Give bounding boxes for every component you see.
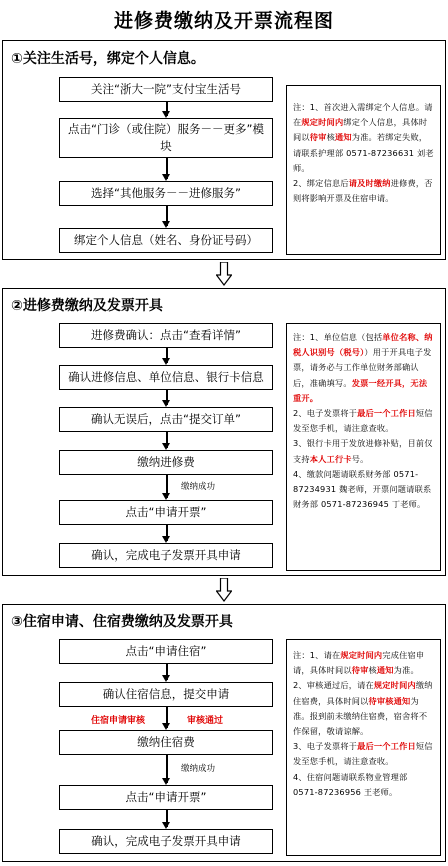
section-heading: ①关注生活号，绑定个人信息。 — [11, 51, 205, 67]
note-text: 核 — [326, 132, 335, 143]
paid-label: 缴纳成功 — [181, 764, 216, 774]
note-text: 为准。报到前未缴纳住宿费，宿舍将不作保留，敬请谅解。 — [293, 695, 428, 737]
flow-arrow — [166, 755, 168, 783]
review-label: 住宿申请审核 — [91, 716, 146, 726]
note-text: 注：1、首次进入需绑定个人信息。请在 — [293, 102, 433, 128]
section-accommodation — [2, 604, 446, 862]
page-title: 进修费缴纳及开票流程图 — [113, 10, 334, 32]
note-highlight: 待审 — [351, 665, 369, 676]
flow-arrow — [166, 206, 168, 226]
note-text: 2、审核通过后，请在 — [293, 680, 374, 691]
note-text: 缴纳住宿费，具体时间以 — [293, 680, 433, 706]
note-highlight: 待审核通知 — [368, 695, 411, 706]
step-confirm-info: 确认进修信息、单位信息、银行卡信息 — [59, 365, 273, 390]
step-apply-accommodation: 点击“申请住宿” — [59, 639, 273, 664]
section-transition-arrow — [216, 578, 232, 602]
step-bind-info: 绑定个人信息（姓名、身份证号码） — [59, 228, 273, 253]
note-text: 为准。 — [393, 665, 419, 676]
note-text: 2、绑定信息后 — [293, 178, 349, 189]
step-select-service: 选择“其他服务－－进修服务” — [59, 181, 273, 206]
note-text: 注：1、单位信息（包括 — [293, 332, 383, 342]
note-highlight: 最后一个工作日 — [357, 741, 416, 752]
step-submit-accommodation: 确认住宿信息，提交申请 — [59, 682, 273, 707]
note-text: 4、缴款问题请联系财务部 0571-87234931 魏老师，开票问题请联系财务部 0571-87236945 丁老师。 — [293, 468, 432, 510]
note-text: 注：1、请在 — [293, 650, 341, 660]
note-section3 — [286, 639, 441, 856]
note-text: 3、银行卡用于发放进修补贴，目前仅支持 — [293, 438, 433, 464]
note-text: 3、电子发票将于 — [293, 741, 358, 752]
step-complete-invoice: 确认，完成电子发票开具申请 — [59, 543, 273, 568]
note-text: 2、电子发票将于 — [293, 408, 358, 419]
section-tuition-invoice — [2, 288, 446, 576]
flow-arrow — [166, 664, 168, 680]
note-highlight: 单位名称、纳税人识别号（税号） — [293, 332, 433, 358]
section-bind-info — [2, 40, 446, 260]
pass-label: 审核通过 — [187, 716, 224, 726]
flow-arrow — [166, 390, 168, 405]
step-complete-invoice: 确认，完成电子发票开具申请 — [59, 829, 273, 854]
flow-arrow — [166, 348, 168, 363]
step-follow-account: 关注“浙大一院”支付宝生活号 — [59, 77, 273, 102]
note-highlight: 规定时间内 — [301, 117, 344, 128]
step-pay-accommodation: 缴纳住宿费 — [59, 730, 273, 755]
note-text: ）用于开具电子发票，请务必与工作单位财务部确认后，准确填写。 — [293, 347, 432, 388]
paid-label: 缴纳成功 — [181, 482, 216, 492]
flow-arrow — [166, 525, 168, 541]
note-text: 号。 — [351, 453, 369, 464]
note-section2 — [286, 323, 441, 571]
note-highlight: 请及时缴纳 — [348, 178, 391, 189]
note-section1 — [286, 85, 441, 255]
section-heading: ②进修费缴纳及发票开具 — [11, 298, 163, 314]
section-heading: ③住宿申请、住宿费缴纳及发票开具 — [11, 614, 233, 630]
note-highlight: 待审 — [309, 132, 327, 143]
flow-arrow — [166, 810, 168, 827]
note-highlight: 通知 — [376, 665, 394, 676]
flow-arrow — [166, 432, 168, 448]
note-text: 绑定个人信息，具体时间以 — [293, 117, 428, 143]
note-text: 完成住宿申请，具体时间以 — [293, 650, 425, 676]
step-submit-order: 确认无误后，点击“提交订单” — [59, 407, 273, 432]
step-apply-invoice: 点击“申请开票” — [59, 500, 273, 525]
flow-arrow — [166, 102, 168, 116]
note-text: 进修费，否则将影响开票及住宿申请。 — [293, 178, 433, 204]
note-highlight: 通知 — [334, 132, 352, 143]
note-text: 为准。若绑定失败，请联系护理部 0571-87236631 刘老师。 — [293, 132, 434, 173]
note-text: 短信发至您手机，请注意查收。 — [293, 741, 433, 767]
note-highlight: 规定时间内 — [373, 680, 416, 691]
note-text: 4、住宿问题请联系物业管理部 0571-87236956 王老师。 — [293, 771, 408, 797]
step-click-more: 点击“门诊（或住院）服务－－更多”模块 — [59, 118, 273, 158]
note-text: 核 — [368, 665, 377, 676]
flow-arrow — [166, 707, 168, 728]
note-highlight: 本人工行卡 — [309, 453, 352, 464]
note-highlight: 规定时间内 — [340, 650, 383, 660]
step-apply-invoice: 点击“申请开票” — [59, 785, 273, 810]
flow-arrow — [166, 158, 168, 179]
note-text: 短信发至您手机，请注意查收。 — [293, 408, 433, 434]
step-view-details: 进修费确认：点击“查看详情” — [59, 323, 273, 348]
note-highlight: 最后一个工作日 — [357, 408, 416, 419]
section-transition-arrow — [216, 262, 232, 286]
step-pay-tuition: 缴纳进修费 — [59, 450, 273, 475]
flow-arrow — [166, 475, 168, 498]
note-highlight: 发票一经开具，无法重开。 — [293, 377, 428, 403]
